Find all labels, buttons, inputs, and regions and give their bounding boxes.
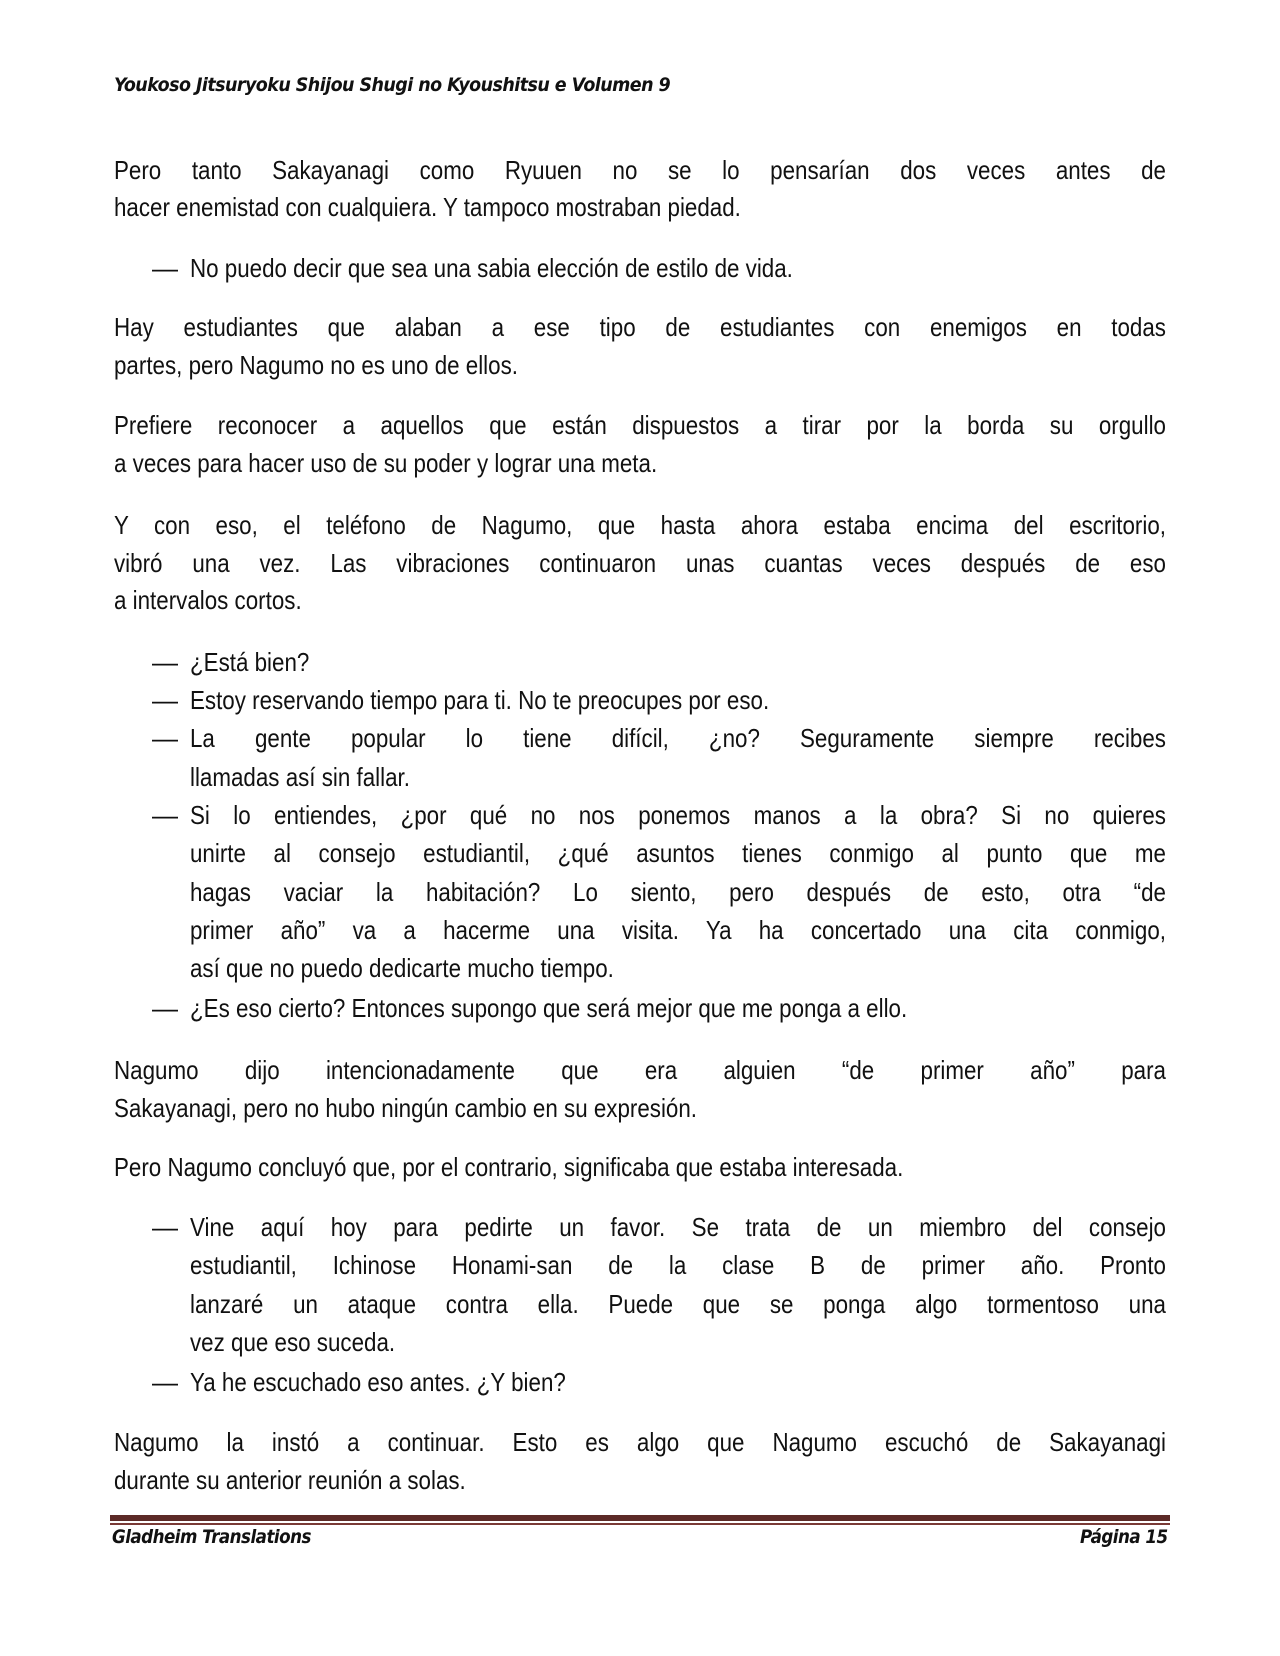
footer-rule	[110, 1515, 1170, 1521]
dialog-line: Si lo entiendes, ¿por qué no nos ponemos manos a la obra? Si no quieres	[190, 800, 1166, 830]
dialog-line: primer año” va a hacerme una visita. Ya ha concertado una cita conmigo,	[190, 915, 1166, 945]
dialog-dash: —	[152, 1367, 178, 1397]
dialog-line: vez que eso suceda.	[190, 1327, 396, 1357]
dialog-line: ¿Es eso cierto? Entonces supongo que será mejor que me ponga a ello.	[190, 993, 908, 1023]
paragraph-line: vibró una vez. Las vibraciones continuaron unas cuantas veces después de eso	[114, 548, 1166, 578]
dialog-line: Vine aquí hoy para pedirte un favor. Se trata de un miembro del consejo	[190, 1212, 1166, 1242]
paragraph-line: Pero tanto Sakayanagi como Ryuuen no se lo pensarían dos veces antes de	[114, 155, 1166, 185]
dialog-line: No puedo decir que sea una sabia elección de estilo de vida.	[190, 253, 793, 283]
paragraph-line: durante su anterior reunión a solas.	[114, 1465, 466, 1495]
dialog-dash: —	[152, 723, 178, 753]
dialog-dash: —	[152, 685, 178, 715]
dialog-line: ¿Está bien?	[190, 647, 310, 677]
paragraph-line: Pero Nagumo concluyó que, por el contrario, significaba que estaba interesada.	[114, 1152, 904, 1182]
paragraph-line: a intervalos cortos.	[114, 585, 302, 615]
paragraph-line: Y con eso, el teléfono de Nagumo, que hasta ahora estaba encima del escritorio,	[114, 510, 1166, 540]
dialog-line: Ya he escuchado eso antes. ¿Y bien?	[190, 1367, 566, 1397]
paragraph-line: a veces para hacer uso de su poder y lograr una meta.	[114, 448, 658, 478]
dialog-line: hagas vaciar la habitación? Lo siento, pero después de esto, otra “de	[190, 877, 1166, 907]
footer-page-number: Página 15	[1080, 1526, 1168, 1548]
paragraph-line: hacer enemistad con cualquiera. Y tampoco mostraban piedad.	[114, 192, 741, 222]
paragraph-line: Hay estudiantes que alaban a ese tipo de estudiantes con enemigos en todas	[114, 312, 1166, 342]
paragraph-line: Sakayanagi, pero no hubo ningún cambio en su expresión.	[114, 1093, 698, 1123]
dialog-line: estudiantil, Ichinose Honami-san de la clase B de primer año. Pronto	[190, 1250, 1166, 1280]
page-header-title: Youkoso Jitsuryoku Shijou Shugi no Kyoushitsu e Volumen 9	[114, 74, 671, 96]
paragraph-line: partes, pero Nagumo no es uno de ellos.	[114, 350, 518, 380]
dialog-line: La gente popular lo tiene difícil, ¿no? Seguramente siempre recibes	[190, 723, 1166, 753]
footer-publisher: Gladheim Translations	[112, 1526, 311, 1548]
paragraph-line: Prefiere reconocer a aquellos que están dispuestos a tirar por la borda su orgullo	[114, 410, 1166, 440]
dialog-line: llamadas así sin fallar.	[190, 762, 410, 792]
dialog-line: lanzaré un ataque contra ella. Puede que se ponga algo tormentoso una	[190, 1289, 1166, 1319]
dialog-dash: —	[152, 800, 178, 830]
dialog-dash: —	[152, 1212, 178, 1242]
dialog-dash: —	[152, 993, 178, 1023]
dialog-dash: —	[152, 253, 178, 283]
dialog-line: unirte al consejo estudiantil, ¿qué asuntos tienes conmigo al punto que me	[190, 838, 1166, 868]
paragraph-line: Nagumo dijo intencionadamente que era alguien “de primer año” para	[114, 1055, 1166, 1085]
paragraph-line: Nagumo la instó a continuar. Esto es algo que Nagumo escuchó de Sakayanagi	[114, 1427, 1166, 1457]
dialog-dash: —	[152, 647, 178, 677]
footer-rule-thin	[110, 1523, 1170, 1525]
dialog-line: Estoy reservando tiempo para ti. No te preocupes por eso.	[190, 685, 770, 715]
dialog-line: así que no puedo dedicarte mucho tiempo.	[190, 953, 614, 983]
